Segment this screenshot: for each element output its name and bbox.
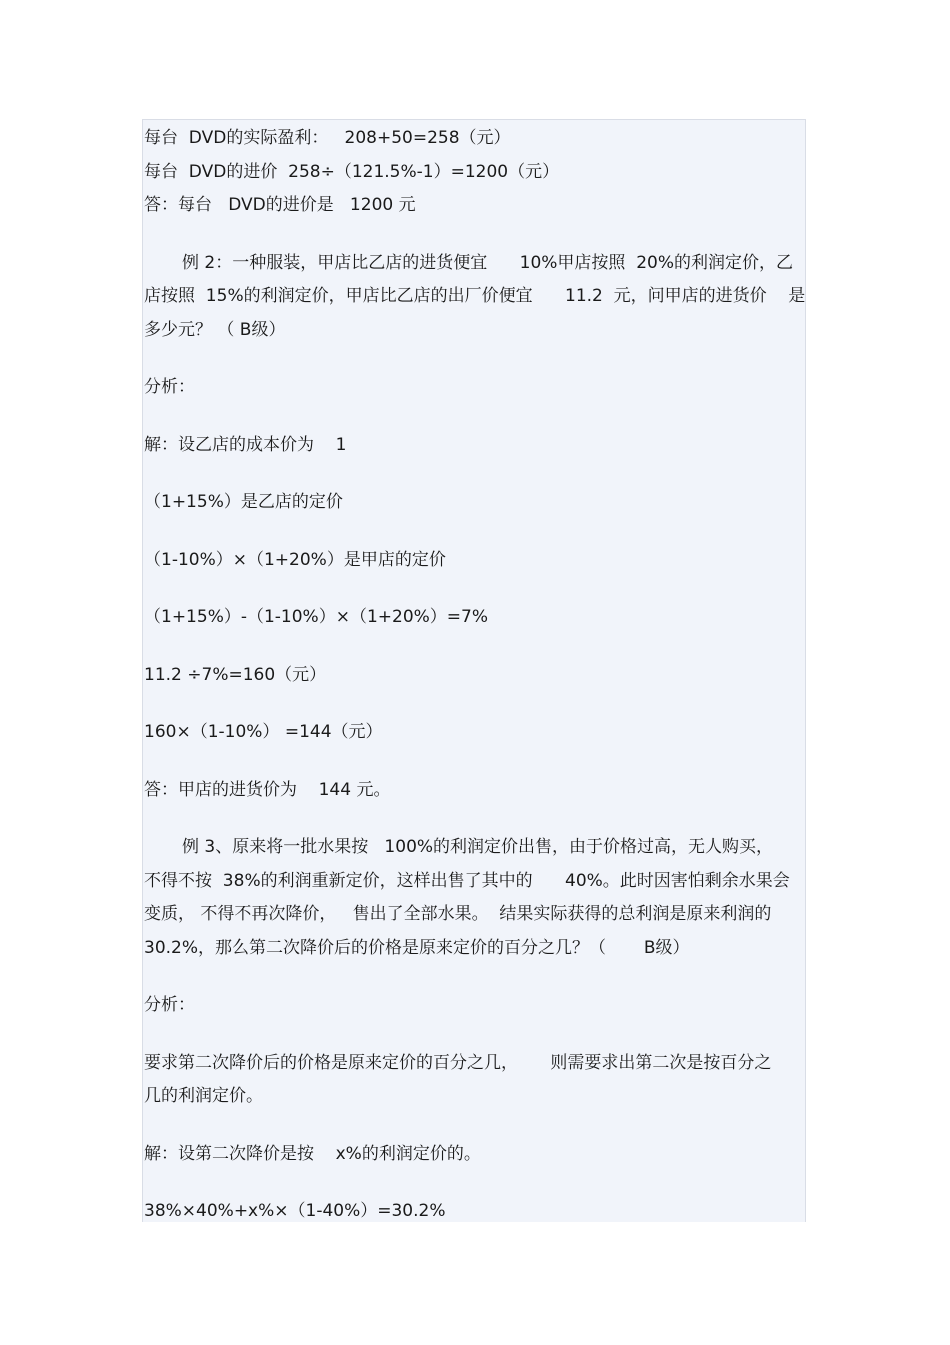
- equation-line: 38%×40%+x%×（1-40%）=30.2%: [144, 1201, 446, 1221]
- example-3-line: 例 3、原来将一批水果按 100%的利润定价出售，由于价格过高，无人购买，: [182, 837, 774, 857]
- solution-line: 解：设第二次降价是按 x%的利润定价的。: [144, 1143, 481, 1164]
- example-3-line: 不得不按 38%的利润重新定价，这样出售了其中的 40%。此时因害怕剩余水果会: [144, 870, 790, 891]
- document-body: [144, 122, 806, 1229]
- example-2-line: 店按照 15%的利润定价，甲店比乙店的出厂价便宜 11.2 元，问甲店的进货价 是: [144, 286, 806, 306]
- solution-line: 11.2 ÷7%=160（元）: [144, 664, 327, 685]
- text-line: 答：每台 DVD的进价是 1200 元: [144, 195, 416, 215]
- example-2-line: 例 2：一种服装，甲店比乙店的进货便宜 10%甲店按照 20%的利润定价，乙: [182, 252, 794, 273]
- analysis-heading: 分析：: [144, 377, 195, 397]
- text-line: 每台 DVD的进价 258÷（121.5%-1）=1200（元）: [144, 161, 560, 182]
- analysis-heading: 分析：: [144, 995, 195, 1015]
- solution-line: 160×（1-10%） =144（元）: [144, 722, 383, 742]
- solution-line: （1+15%）-（1-10%）×（1+20%）=7%: [144, 607, 489, 627]
- example-2-line: 多少元？ （ B级）: [144, 319, 286, 340]
- example-3-line: 30.2%，那么第二次降价后的价格是原来定价的百分之几？（ B级）: [144, 937, 690, 958]
- requirement-line: 要求第二次降价后的价格是原来定价的百分之几， 则需要求出第二次是按百分之: [144, 1052, 772, 1073]
- example-3-line: 变质， 不得不再次降价， 售出了全部水果。 结果实际获得的总利润是原来利润的: [144, 904, 772, 924]
- requirement-line: 几的利润定价。: [144, 1086, 263, 1106]
- solution-line: 解：设乙店的成本价为 1: [144, 434, 347, 455]
- answer-line: 答：甲店的进货价为 144 元。: [144, 779, 391, 800]
- solution-line: （1+15%）是乙店的定价: [144, 492, 343, 512]
- solution-line: （1-10%）×（1+20%）是甲店的定价: [144, 549, 446, 570]
- text-line: 每台 DVD的实际盈利： 208+50=258（元）: [144, 128, 511, 148]
